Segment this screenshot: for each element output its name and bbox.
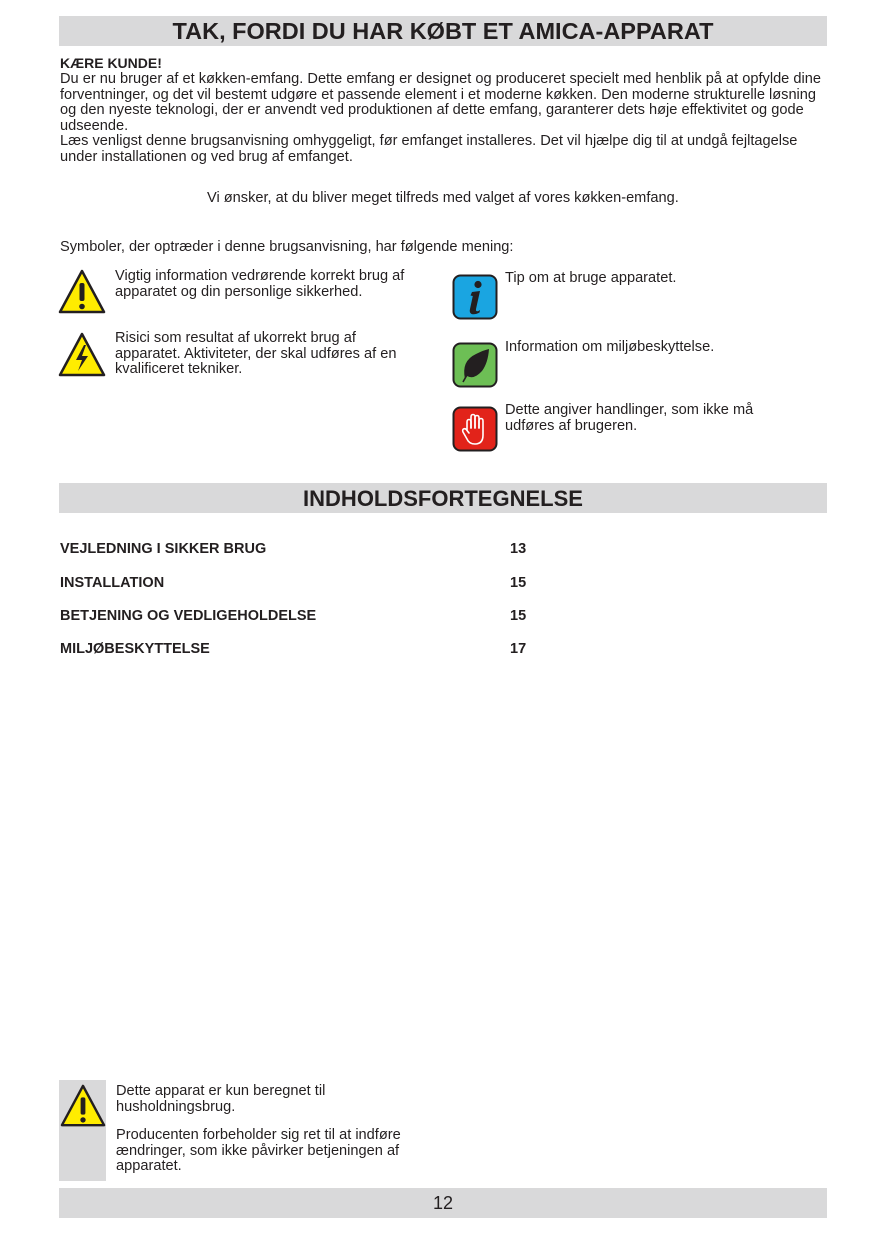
symbols-intro: Symboler, der optræder i denne brugsanvisning, har følgende mening: [60, 239, 514, 255]
notice-line-1: Dette apparat er kun beregnet til husholdningsbrug. [116, 1083, 326, 1115]
toc-entry-page: 13 [510, 541, 527, 557]
notice-line-2: Producenten forbeholder sig ret til at indføre ændringer, som ikke påvirker betjeningen af apparatet. [116, 1127, 401, 1174]
toc-entry-page: 15 [510, 608, 527, 624]
electrical-symbol-text: Risici som resultat af ukorrekt brug af apparatet. Aktiviteter, der skal udføres af en kvalificeret tekniker. [115, 330, 397, 377]
stop-hand-icon [452, 406, 498, 452]
toc-title: INDHOLDSFORTEGNELSE [59, 483, 827, 513]
warning-exclamation-icon [60, 1083, 106, 1129]
toc-entry-page: 17 [510, 641, 527, 657]
page-title: TAK, FORDI DU HAR KØBT ET AMICA-APPARAT [59, 16, 827, 46]
toc-entry-label: MILJØBESKYTTELSE [60, 641, 210, 657]
toc-entry-label: INSTALLATION [60, 575, 165, 591]
leaf-icon [452, 342, 498, 388]
info-icon [452, 274, 498, 320]
high-voltage-icon [58, 331, 106, 379]
environment-symbol-text: Information om miljøbeskyttelse. [505, 339, 715, 355]
warning-symbol-text: Vigtig information vedrørende korrekt brug af apparatet og din personlige sikkerhed. [115, 268, 405, 300]
toc-entry-label: BETJENING OG VEDLIGEHOLDELSE [60, 608, 317, 624]
prohibited-symbol-text: Dette angiver handlinger, som ikke må udføres af brugeren. [505, 402, 754, 434]
warning-exclamation-icon [58, 268, 106, 316]
notice-icon-panel [59, 1080, 106, 1181]
toc-entry-label: VEJLEDNING I SIKKER BRUG [60, 541, 267, 557]
toc-entry-page: 15 [510, 575, 527, 591]
intro-text [60, 72, 835, 165]
info-symbol-text: Tip om at bruge apparatet. [505, 270, 677, 286]
intro-paragraph-1: Du er nu bruger af et køkken-emfang. Dette emfang er designet og produceret specielt med henblik på at opfylde dine forventninger, og det vil bestemt udgøre et passende element i et moderne køkken. Den moderne strukturelle løsning og den nyeste teknologi, der er anvendt ved produktionen af dette emfang, garanterer dets høje effektivitet og gode udseende. [60, 71, 821, 134]
page-number: 12 [59, 1188, 827, 1218]
intro-paragraph-2: Læs venligst denne brugsanvisning omhyggeligt, før emfanget installeres. Det vil hjælpe dig til at undgå fejltagelse under installationen og ved brug af emfanget. [60, 133, 798, 165]
greeting-heading: KÆRE KUNDE! [60, 55, 162, 71]
closing-text: Vi ønsker, at du bliver meget tilfreds med valget af vores køkken-emfang. [207, 190, 679, 206]
notice-text [116, 1084, 416, 1188]
